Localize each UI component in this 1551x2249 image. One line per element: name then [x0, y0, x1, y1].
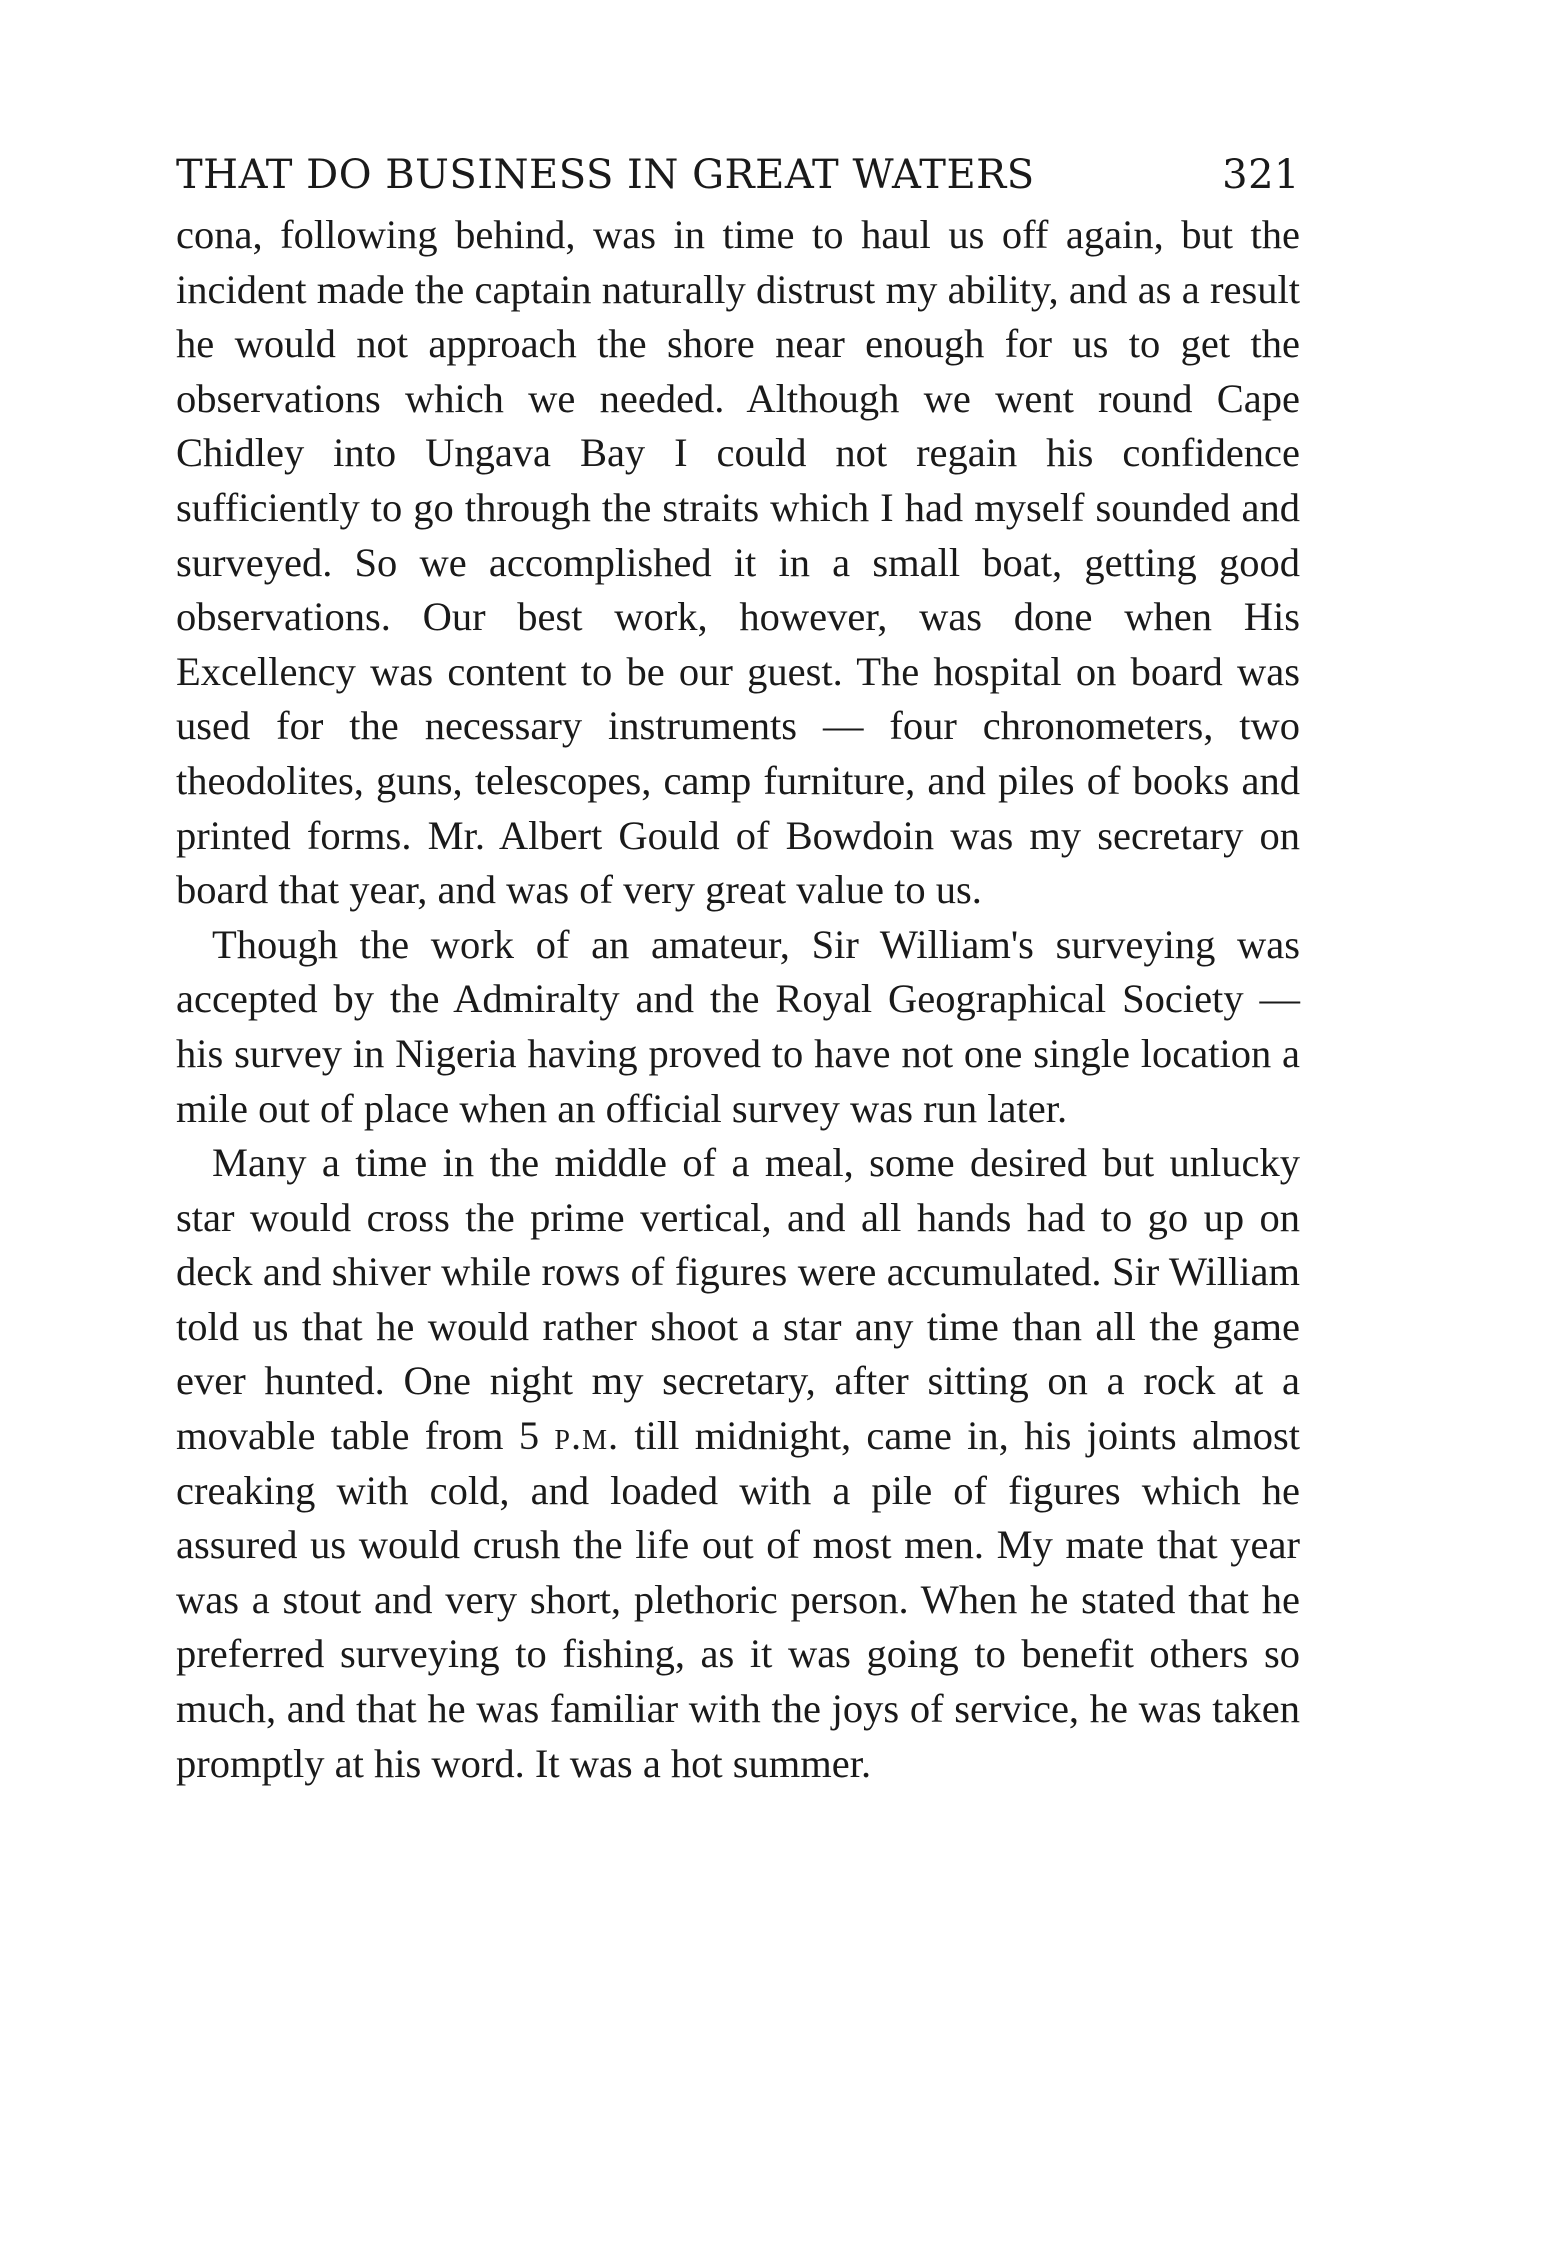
body-text	[176, 208, 1300, 1791]
running-head	[176, 150, 1300, 200]
page-number: 321	[1222, 152, 1300, 198]
time-marker: p.m.	[554, 1413, 620, 1459]
paragraph-3-text-after: till midnight, came in, his joints almost creaking with cold, and loaded with a pile of figures which he assured us would crush the life out of most men. My mate that year was a stout and very short, plethoric person. When he stated that he preferred surveying to fishing, as it was going to benefit others so much, and that he was familiar with the joys of service, he was taken promptly at his word. It was a hot summer.	[176, 1413, 1301, 1786]
paragraph-3	[176, 1136, 1300, 1791]
paragraph-2: Though the work of an amateur, Sir William's surveying was accepted by the Admiralty and the Royal Geographical Society — his survey in Nigeria having proved to have not one single location a mile out of place when an official survey was run later.	[176, 921, 1300, 1131]
book-page	[176, 150, 1300, 1791]
paragraph-1: cona, following behind, was in time to haul us off again, but the incident made the captain naturally distrust my ability, and as a result he would not approach the shore near enough for us to get the observations which we needed. Although we went round Cape Chidley into Ungava Bay I could not regain his confidence sufficiently to go through the straits which I had myself sounded and surveyed. So we accomplished it in a small boat, getting good observations. Our best work, however, was done when His Excellency was content to be our guest. The hospital on board was used for the necessary instruments — four chronometers, two theodolites, guns, telescopes, camp furniture, and piles of books and printed forms. Mr. Albert Gould of Bowdoin was my secretary on board that year, and was of very great value to us.	[176, 212, 1300, 913]
paragraph-3-text-before: Many a time in the middle of a meal, some desired but unlucky star would cross the prime vertical, and all hands had to go up on deck and shiver while rows of figures were accumulated. Sir William told us that he would rather shoot a star any time than all the game ever hunted. One night my secretary, after sitting on a rock at a movable table from 5	[176, 1140, 1300, 1459]
running-head-title: THAT DO BUSINESS IN GREAT WATERS	[176, 152, 1035, 198]
